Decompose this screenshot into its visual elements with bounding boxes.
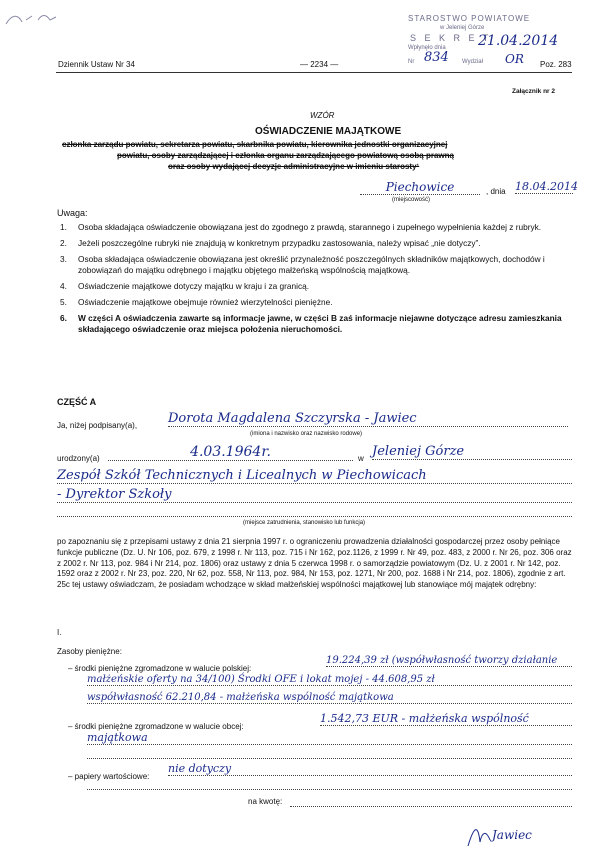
annex-label: Załącznik nr 2 [512, 88, 555, 95]
stamp-received-label: Wpłynęło dnia [408, 45, 446, 51]
pln-funds-label: – środki pieniężne zgromadzone w walucie polskiej: [68, 664, 252, 673]
foreign-funds-blank-line [87, 757, 572, 759]
employment-blank-line [57, 515, 572, 517]
note-text: W części A oświadczenia zawarte są informacje jawne, w części B zaś informacje niejawne dotyczące adresu zamieszkania składającego oświadczenie oraz miejsca położenia nieruchomości. [78, 313, 562, 334]
subtitle-line-1: członka zarządu powiatu, sekretarza powiatu, skarbnika powiatu, kierownika jednostki organizacyjnej [62, 140, 448, 149]
employment-caption: (miejsce zatrudnienia, stanowisko lub funkcja) [243, 520, 366, 526]
subtitle-line-2: powiatu, osoby zarządzającej i członka organu zarządzającego powiatową osobą prawną [117, 151, 454, 160]
note-number: 2. [60, 238, 67, 248]
note-text: Osoba składająca oświadczenie obowiązana jest określić przynależność poszczególnych składników majątkowych, dochodów i zobowiązań do majątku odrębnego i majątku objętego małżeńską wspólnością majątkową. [78, 254, 545, 275]
stamp-secret: S E K R E T [410, 33, 492, 43]
note-item [60, 222, 572, 233]
stamp-no-value: 834 [424, 50, 449, 65]
born-place: Jeleniej Górze [372, 444, 572, 460]
note-item [60, 254, 572, 276]
template-label: WZÓR [310, 111, 335, 120]
note-number: 4. [60, 281, 67, 291]
journal-name: Dziennik Ustaw Nr 34 [58, 60, 135, 69]
securities-label: – papiery wartościowe: [68, 772, 150, 781]
stamp-dept-value: OR [505, 52, 524, 66]
part-a-heading: CZĘŚĆ A [57, 397, 97, 407]
amount-label: na kwotę: [248, 797, 283, 806]
journal-page: — 2234 — [300, 60, 339, 69]
employment-line-1: Zespół Szkół Technicznych i Licealnych w Piechowicach [57, 468, 572, 484]
note-text: Oświadczenie majątkowe obejmuje również wierzytelności pieniężne. [78, 297, 333, 307]
born-label: urodzony(a) [57, 454, 100, 463]
date-label: , dnia [486, 187, 506, 196]
securities-blank-line [87, 788, 572, 790]
pln-funds-value-3: współwłasność 62.210,84 - małżeńska wspólność majątkowa [87, 692, 572, 704]
born-date: 4.03.1964r. [108, 444, 353, 461]
undersigned-label: Ja, niżej podpisany(a), [57, 421, 138, 430]
foreign-funds-value-2: majątkowa [87, 731, 572, 745]
pln-funds-value-1: 19.224,39 zł (współwłasność tworzy działanie [326, 655, 572, 667]
signature-stroke [464, 822, 504, 852]
name-caption: (imiona i nazwisko oraz nazwisko rodowe) [250, 431, 363, 437]
subtitle-line-3: oraz osoby wydającej decyzje administracyjne w imieniu starosty¹ [168, 162, 420, 171]
employment-line-2: - Dyrektor Szkoły [57, 487, 572, 503]
stamp-received-date: 21.04.2014 [478, 33, 559, 49]
note-number: 6. [60, 313, 67, 323]
legal-declaration-text: po zapoznaniu się z przepisami ustawy z dnia 21 sierpnia 1997 r. o ograniczeniu prowadzenia działalności gospodarczej przez osoby pełniące funkcje publiczne (Dz. U. Nr 106, poz. 679, z 1998 r. Nr 113, poz. 715 i Nr 162, poz.1126, z 1999 r. Nr 49, poz. 483, z 2000 r. Nr 26, poz. 306 oraz z 2002 r. Nr 113, poz. 984 i Nr 214, poz. 1806) oraz ustawy z dnia 5 czerwca 1998 r. o samorządzie powiatowym (Dz. U. z 2001 r. Nr 142, poz. 1592 oraz z 2002 r. Nr 23, poz. 220, Nr 62, poz. 558, Nr 113, poz. 984, Nr 153, poz. 1271, Nr 200, poz. 1688 i Nr 214, poz. 1806), zgodnie z art. 25c tej ustawy oświadczam, że posiadam wchodzące w skład małżeńskiej wspólności majątkowej lub stanowiące mój majątek odrębny: [57, 537, 572, 590]
date-value: 18.04.2014 [515, 180, 578, 193]
journal-position: Poz. 283 [540, 60, 572, 69]
full-name: Dorota Magdalena Szczyrska - Jawiec [168, 411, 568, 427]
corner-scribble [4, 10, 64, 30]
notes-title: Uwaga: [57, 208, 88, 218]
note-number: 1. [60, 222, 67, 232]
note-item [60, 238, 572, 249]
note-item [60, 313, 572, 335]
stamp-city: w Jeleniej Górze [440, 25, 485, 31]
note-text: Jeżeli poszczególne rubryki nie znajdują w konkretnym przypadku zastosowania, należy wpisać „nie dotyczy”. [78, 238, 481, 248]
foreign-funds-label: – środki pieniężne zgromadzone w walucie obcej: [68, 722, 244, 731]
securities-value: nie dotyczy [168, 762, 572, 776]
notes-list [60, 222, 572, 340]
stamp-dept-label: Wydział [462, 59, 483, 65]
signature: Jawiec [492, 828, 532, 842]
pln-funds-value-2: małżeńskie oferty na 34/100) Środki OFE i lokat mojej - 44.608,95 zł [87, 674, 572, 686]
place-value: Piechowice [360, 180, 480, 195]
section-i-heading: Zasoby pieniężne: [57, 647, 122, 656]
header-rule [56, 72, 572, 73]
document-title: OŚWIADCZENIE MAJĄTKOWE [255, 126, 402, 137]
born-in-label: w [358, 454, 364, 463]
note-number: 5. [60, 297, 67, 307]
note-item [60, 281, 572, 292]
note-text: Osoba składająca oświadczenie obowiązana jest do zgodnego z prawdą, starannego i zupełnego wypełnienia każdej z rubryk. [78, 222, 542, 232]
stamp-office: STAROSTWO POWIATOWE [408, 14, 531, 23]
amount-blank-line [290, 805, 572, 807]
note-item [60, 297, 572, 308]
stamp-no-label: Nr [408, 59, 415, 65]
place-caption: (miejscowość) [392, 197, 431, 203]
section-i-number: I. [57, 628, 62, 637]
note-text: Oświadczenie majątkowe dotyczy majątku w kraju i za granicą. [78, 281, 310, 291]
note-number: 3. [60, 254, 67, 264]
foreign-funds-value-1: 1.542,73 EUR - małżeńska wspólność [320, 712, 572, 726]
